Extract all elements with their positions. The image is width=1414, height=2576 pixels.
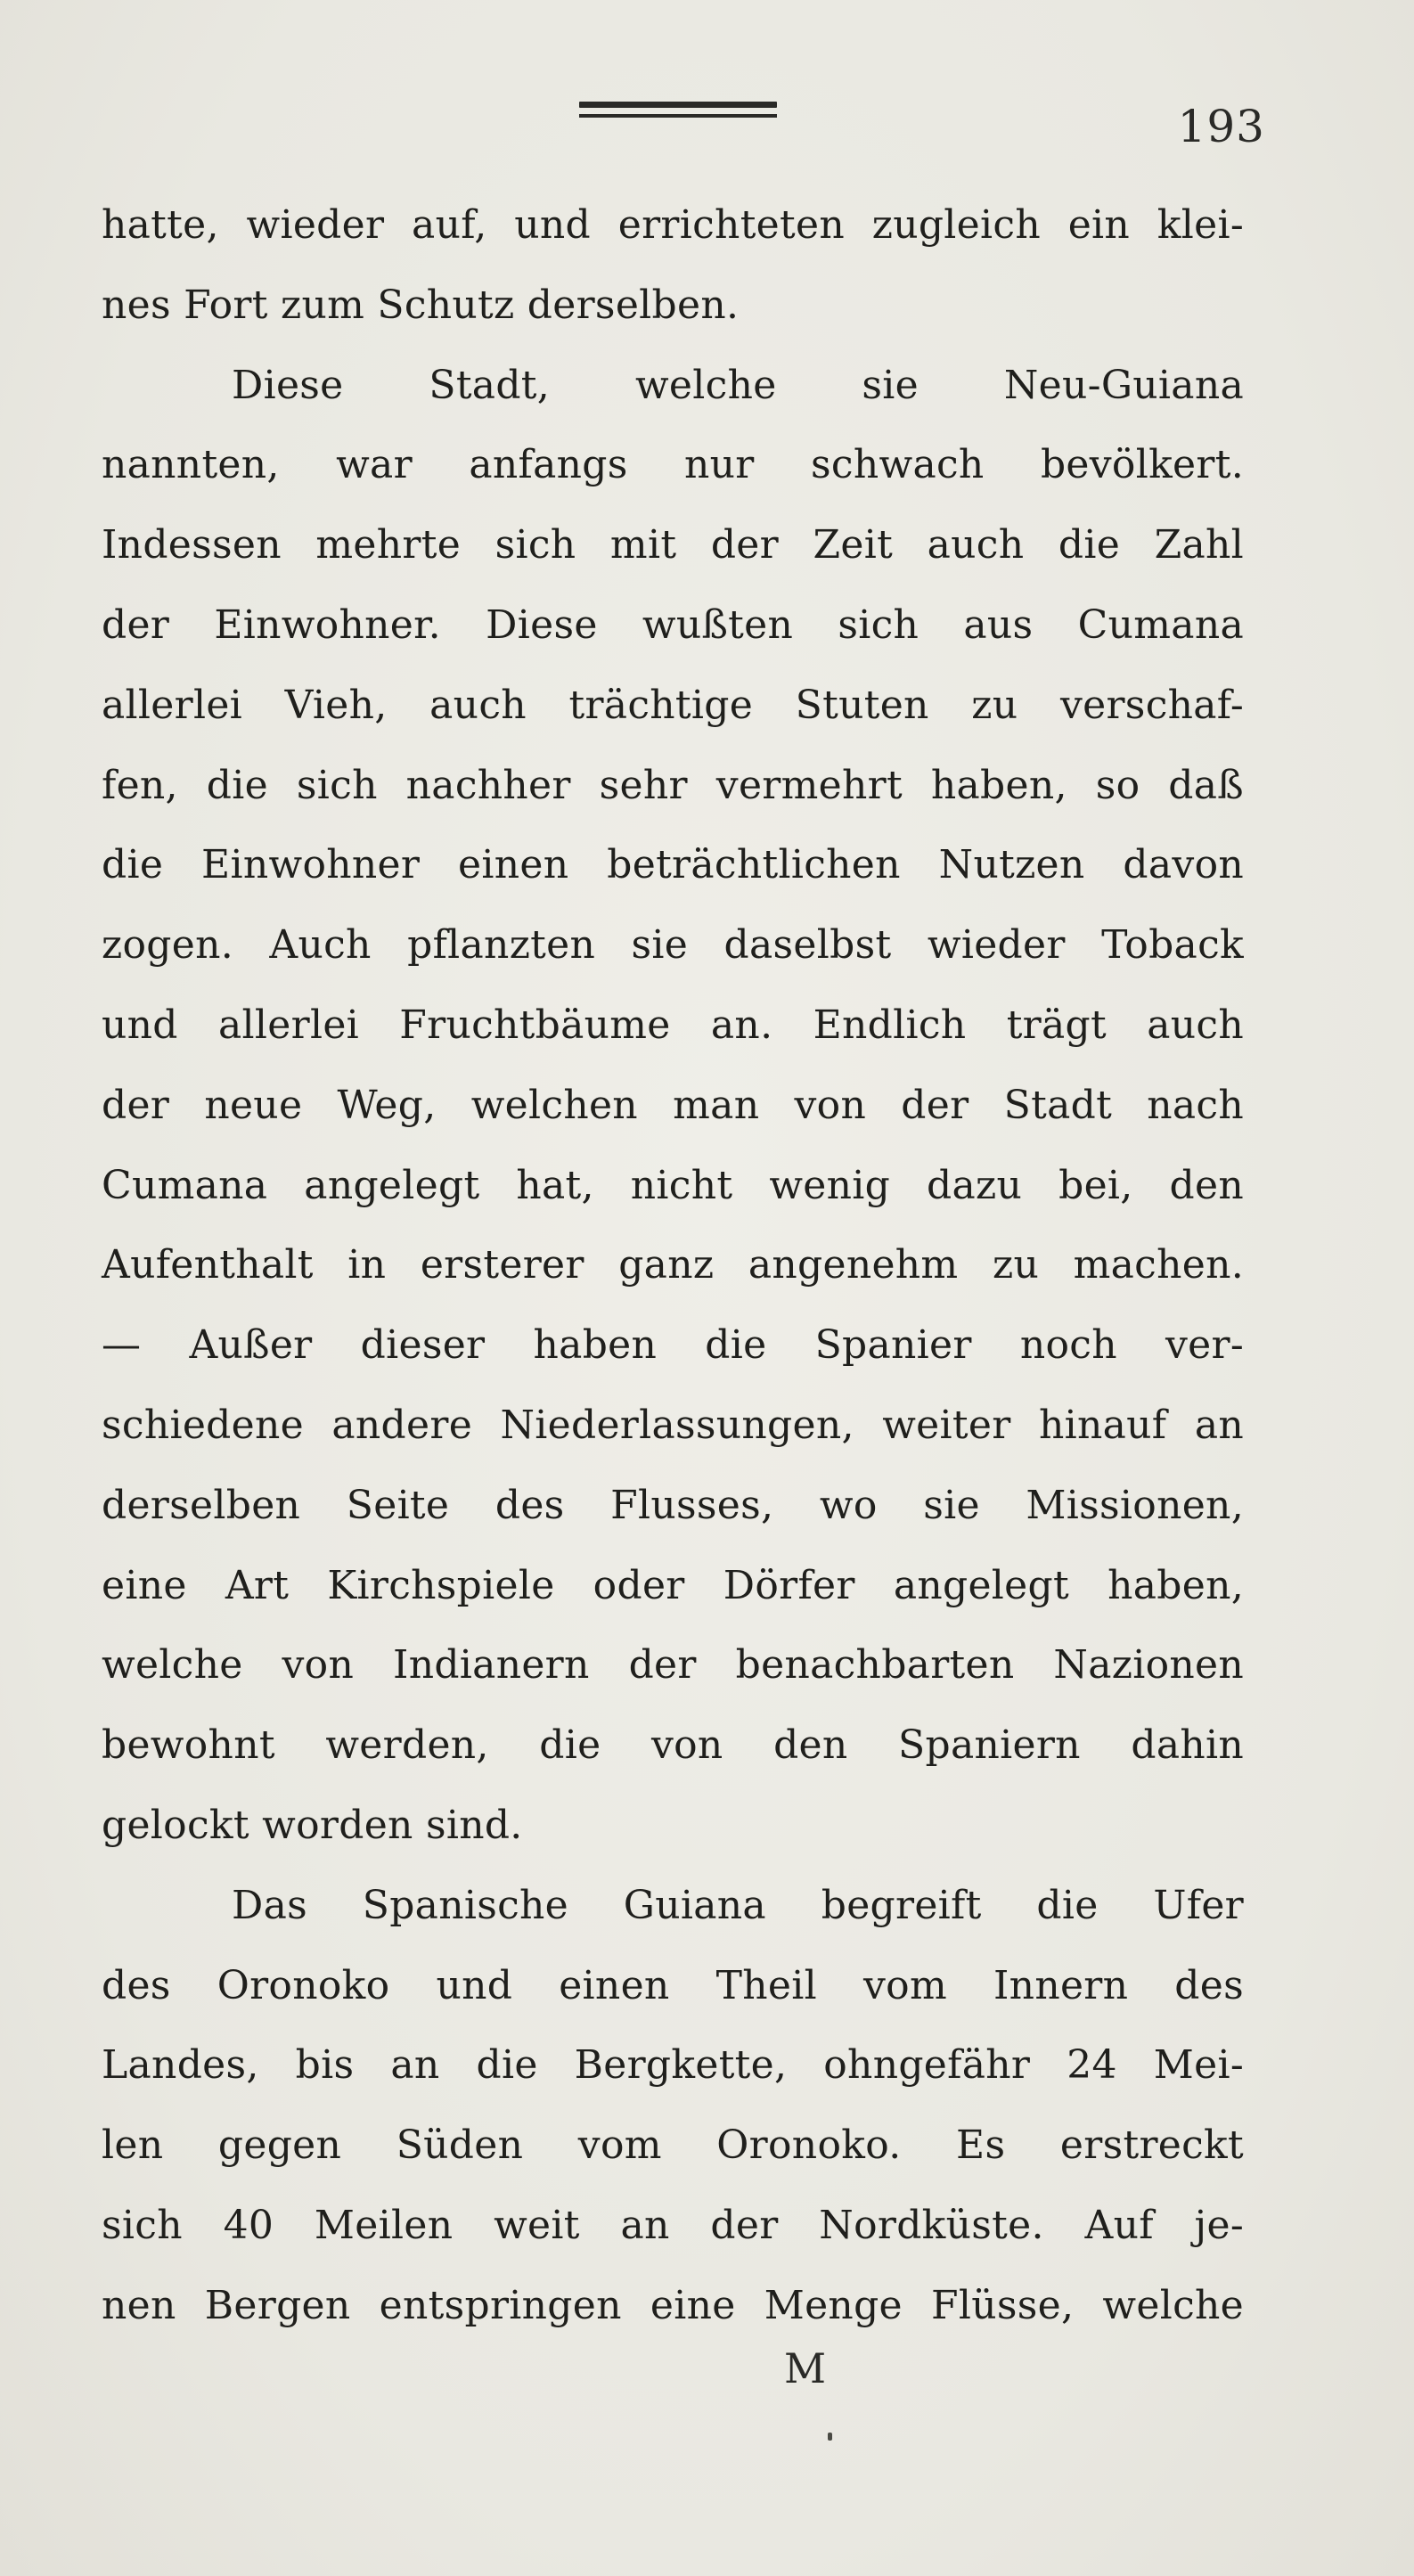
text-line: sich 40 Meilen weit an der Nordküste. Auf je- bbox=[102, 2202, 1244, 2248]
ornament-thin-bar bbox=[579, 114, 777, 118]
text-line: welche von Indianern der benachbarten Nazionen bbox=[102, 1642, 1244, 1689]
text-line: nen Bergen entspringen eine Menge Flüsse, welche bbox=[102, 2282, 1244, 2328]
body-text bbox=[102, 185, 1244, 2346]
paragraph-start-line: Diese Stadt, welche sie Neu-Guiana bbox=[232, 362, 1244, 408]
text-line: — Außer dieser haben die Spanier noch ver- bbox=[102, 1322, 1244, 1369]
text-line: gelockt worden sind. bbox=[102, 1802, 523, 1848]
text-line: und allerlei Fruchtbäume an. Endlich trägt auch bbox=[102, 1002, 1244, 1048]
text-line: eine Art Kirchspiele oder Dörfer angelegt haben, bbox=[102, 1562, 1244, 1608]
text-line: des Oronoko und einen Theil vom Innern des bbox=[102, 1962, 1244, 2008]
text-line: Landes, bis an die Bergkette, ohngefähr 24 Mei- bbox=[102, 2042, 1244, 2089]
text-line: Aufenthalt in ersterer ganz angenehm zu machen. bbox=[102, 1242, 1244, 1288]
ornament-thick-bar bbox=[579, 102, 777, 108]
ink-speck bbox=[828, 2433, 832, 2441]
text-line: Indessen mehrte sich mit der Zeit auch die Zahl bbox=[102, 522, 1244, 568]
text-line: zogen. Auch pflanzten sie daselbst wieder Toback bbox=[102, 922, 1244, 969]
text-line: der neue Weg, welchen man von der Stadt nach bbox=[102, 1082, 1244, 1128]
paragraph-start-line: Das Spanische Guiana begreift die Ufer bbox=[232, 1882, 1244, 1928]
text-line: allerlei Vieh, auch trächtige Stuten zu verschaf- bbox=[102, 682, 1244, 728]
page-number: 193 bbox=[1177, 101, 1265, 152]
text-line: nannten, war anfangs nur schwach bevölkert. bbox=[102, 442, 1244, 488]
text-line: Cumana angelegt hat, nicht wenig dazu bei, den bbox=[102, 1162, 1244, 1208]
text-line: hatte, wieder auf, und errichteten zugleich ein klei- bbox=[102, 202, 1244, 248]
text-line: bewohnt werden, die von den Spaniern dahin bbox=[102, 1722, 1244, 1769]
header-ornament-rule bbox=[579, 96, 777, 123]
text-line: derselben Seite des Flusses, wo sie Missionen, bbox=[102, 1482, 1244, 1528]
text-line: len gegen Süden vom Oronoko. Es erstreckt bbox=[102, 2122, 1244, 2169]
text-line: fen, die sich nachher sehr vermehrt haben, so daß bbox=[102, 762, 1244, 808]
text-line: der Einwohner. Diese wußten sich aus Cumana bbox=[102, 601, 1244, 648]
text-line: die Einwohner einen beträchtlichen Nutzen davon bbox=[102, 842, 1244, 888]
text-line: nes Fort zum Schutz derselben. bbox=[102, 282, 740, 328]
text-line: schiedene andere Niederlassungen, weiter hinauf an bbox=[102, 1402, 1244, 1448]
catchword-signature: M bbox=[784, 2344, 827, 2392]
